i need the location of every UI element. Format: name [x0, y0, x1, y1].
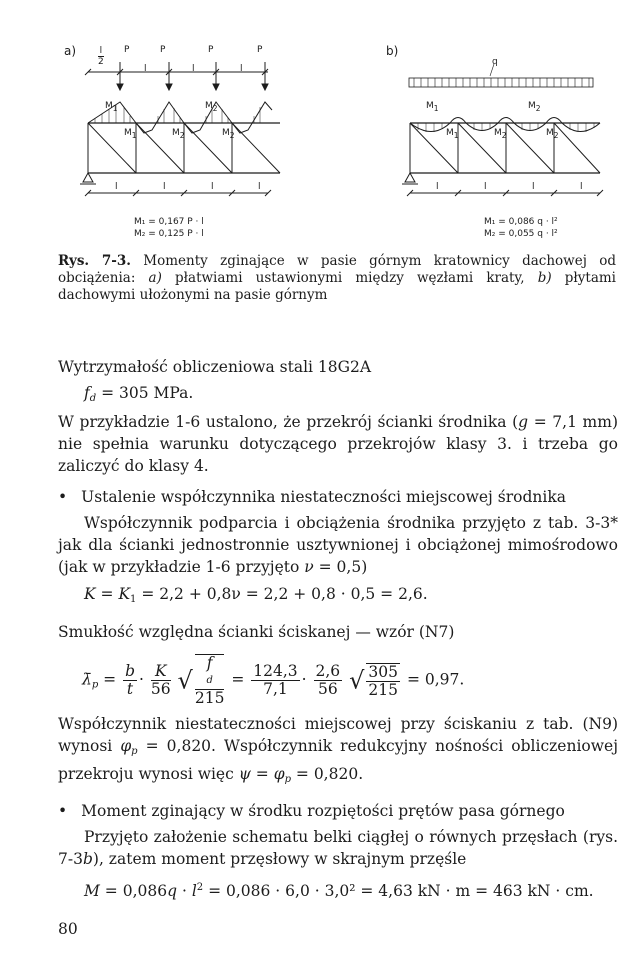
equation-K: $K = K_1 = 2,2 + 0,8\nu = 2,2 + 0,8 \cdot 0,5 = 2,6$.: [84, 585, 428, 605]
bottom-l-b1: l: [436, 182, 439, 192]
paragraph-support-coefficient: Współczynnik podparcia i obciążenia środnika przyjęto z tab. 3-3* jak dla ścianki jednostronnie usztywnionej i obciążonej mimośrodowo (jak w przykładzie 1-6 przyjęto ν = 0,5): [58, 514, 618, 576]
formula-a2: M₂ = 0,125 P · l: [134, 229, 204, 239]
moment-label-a5: $M_2$: [222, 128, 235, 140]
moment-label-a4: $M_2$: [172, 128, 185, 140]
panel-b-label: b): [386, 44, 399, 58]
bottom-l-a1: l: [115, 182, 118, 192]
formula-b1: M₁ = 0,086 q · l²: [484, 217, 558, 227]
half-span-fraction: l 2: [98, 46, 104, 67]
equation-M: $M = 0,086q \cdot l^2 = 0,086 \cdot 6,0 \cdot 3,0^2 = 4,63$ kN · m = 463 kN · cm.: [84, 882, 594, 900]
bottom-l-b3: l: [532, 182, 535, 192]
bottom-l-a4: l: [258, 182, 261, 192]
moment-label-b2: $M_2$: [528, 101, 541, 113]
paragraph-steel-strength: Wytrzymałość obliczeniowa stali 18G2A: [58, 358, 372, 376]
paragraph-instability-coefficient: Współczynnik niestateczności miejscowej przy ściskaniu z tab. (N9) wynosi $\varphi_p = 0,820$. Współczynnik redukcyjny nośności obliczeniowej przekroju wynosi więc $\psi = \varphi_p = 0,820$.: [58, 715, 618, 785]
moment-label-b4: $M_2$: [494, 128, 507, 140]
formula-b2: M₂ = 0,055 q · l²: [484, 229, 558, 239]
formula-a1: M₁ = 0,167 P · l: [134, 217, 204, 227]
moment-label-b3: $M_1$: [446, 128, 459, 140]
span-l-a3: l: [240, 64, 243, 74]
truss-figure: [0, 40, 634, 240]
bottom-l-b4: l: [580, 182, 583, 192]
load-label-p1: P: [124, 45, 130, 55]
moment-label-a1: $M_1$: [105, 101, 118, 113]
load-label-p2: P: [160, 45, 166, 55]
bullet-bending-moment: • Moment zginający w środku rozpiętości prętów pasa górnego: [58, 802, 565, 820]
bottom-l-a2: l: [163, 182, 166, 192]
moment-label-a3: $M_1$: [124, 128, 137, 140]
equation-lambda: $\lambdā_p$ = $\frac{b}{t}$ · $\frac{K}{56}$ √ f d 215 = $\frac{124,3}{7,1}$ · $\frac{2,6}{56}$ √ $\frac{305}{215}$ = 0,97.: [82, 654, 465, 707]
bottom-l-a3: l: [211, 182, 214, 192]
load-label-q: q: [492, 57, 498, 67]
span-l-a2: l: [192, 64, 195, 74]
page-number: 80: [58, 920, 78, 938]
moment-label-a2: $M_2$: [205, 101, 218, 113]
paragraph-example-1-6: W przykładzie 1-6 ustalono, że przekrój ścianki środnika (g = 7,1 mm) nie spełnia warunku dotyczącego przekrojów klasy 3. i trzeba go zaliczyć do klasy 4.: [58, 413, 618, 475]
load-label-p3: P: [208, 45, 214, 55]
span-l-a1: l: [144, 64, 147, 74]
moment-label-b1: $M_1$: [426, 101, 439, 113]
bottom-l-b2: l: [484, 182, 487, 192]
figure-caption: Rys. 7-3. Momenty zginające w pasie górnym kratownicy dachowej od obciążenia: a) płatwiami ustawionymi między węzłami kraty, b) płytami dachowymi ułożonymi na pasie górnym: [58, 253, 616, 303]
paragraph-slenderness: Smukłość względna ścianki ściskanej — wzór (N7): [58, 623, 455, 641]
load-label-p4: P: [257, 45, 263, 55]
paragraph-continuous-beam: Przyjęto założenie schematu belki ciągłej o równych przęsłach (rys. 7-3b), zatem moment przęsłowy w skrajnym przęśle: [58, 828, 618, 868]
panel-a-label: a): [64, 44, 77, 58]
moment-label-b5: $M_2$: [546, 128, 559, 140]
bullet-local-stability: • Ustalenie współczynnika niestateczności miejscowej środnika: [58, 488, 566, 506]
equation-fd: $f_d = 305$ MPa.: [84, 384, 194, 404]
